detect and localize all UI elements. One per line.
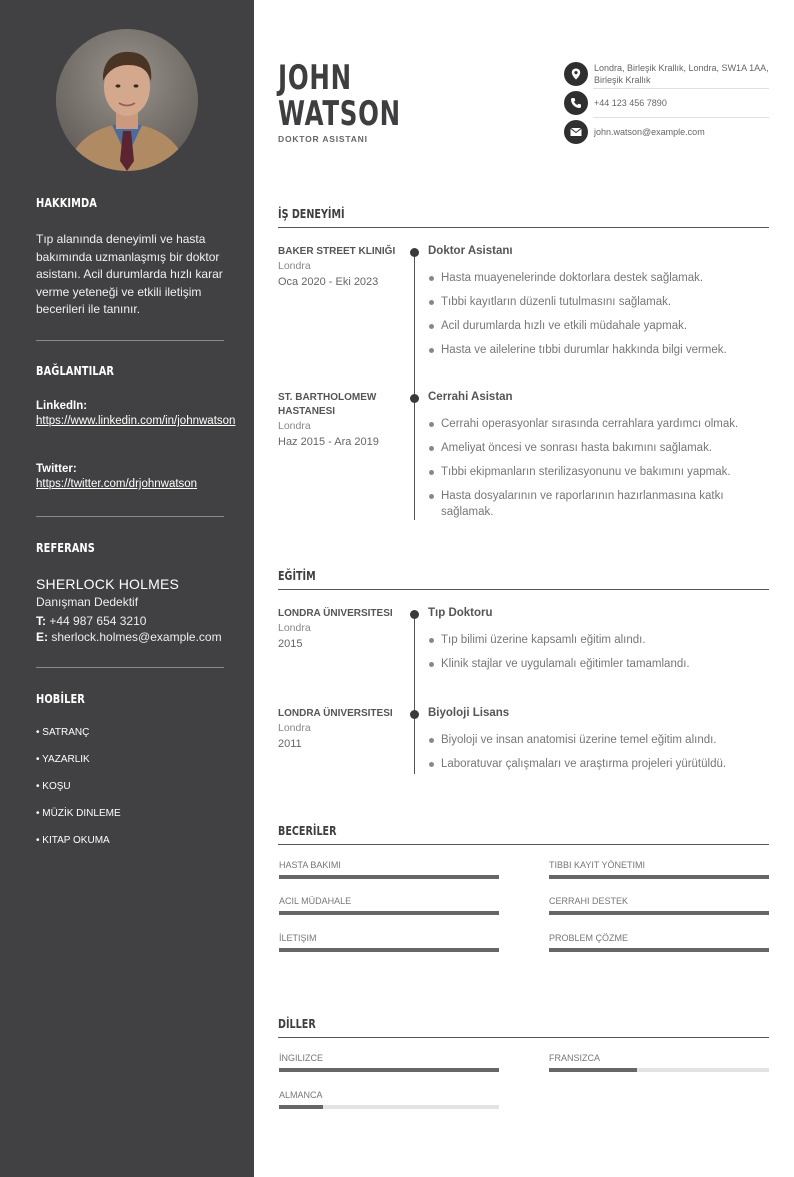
section-divider [278,589,769,590]
timeline-dot [410,394,419,403]
linkedin-label: LinkedIn: [36,400,88,412]
email-text: john.watson@example.com [594,127,705,137]
twitter-item [36,463,224,492]
links-heading: BAĞLANTILAR [36,364,115,378]
phone-text: +44 123 456 7890 [594,98,667,108]
hobby-item: • SATRANÇ [36,727,90,738]
location: Londra [278,420,311,432]
languages-heading: DİLLER [278,1017,316,1031]
sidebar-divider [36,667,224,668]
skill-item [279,933,499,943]
reference-phone-value: +44 987 654 3210 [49,614,147,628]
date-range: Oca 2020 - Eki 2023 [278,276,379,288]
skill-bar-fill [549,948,769,952]
responsibility-item: Hasta muayenelerinde doktorlara destek sağlamak. [428,270,758,286]
responsibility-item: Tıbbi kayıtların düzenli tutulmasını sağlamak. [428,294,758,310]
hobby-item: • KITAP OKUMA [36,835,110,846]
language-name: FRANSIZCA [549,1053,601,1063]
about-section [36,196,224,210]
skill-bar-fill [279,948,499,952]
reference-email-value: sherlock.holmes@example.com [51,630,222,644]
experience-entry-meta [278,391,398,450]
skill-bar-track [279,875,499,879]
hobbies-list [36,727,224,857]
responsibility-list [428,416,758,528]
section-divider [278,1037,769,1038]
hobbies-section [36,692,224,706]
skill-bar-track [279,948,499,952]
date-range: Haz 2015 - Ara 2019 [278,436,379,448]
education-entry-meta [278,607,398,652]
hobby-item: • YAZARLIK [36,754,90,765]
location: Londra [278,260,311,272]
skill-bar-fill [279,875,499,879]
language-bar-fill [279,1105,323,1109]
twitter-label: Twitter: [36,463,77,475]
responsibility-item: Hasta dosyalarının ve raporlarının hazırlanmasına katkı sağlamak. [428,488,758,520]
profile-photo [56,29,198,171]
skill-bar-track [549,911,769,915]
skill-item [549,860,769,870]
role-title: Doktor Asistanı [428,245,513,257]
language-item [279,1090,499,1100]
education-detail-item: Biyoloji ve insan anatomisi üzerine temel eğitim alındı. [428,732,758,748]
skill-item [549,933,769,943]
responsibility-item: Tıbbi ekipmanların sterilizasyonunu ve bakımını yapmak. [428,464,758,480]
skills-heading: BECERİLER [278,824,337,838]
responsibility-item: Cerrahi operasyonlar sırasında cerrahlara yardımcı olmak. [428,416,758,432]
skill-bar-track [549,875,769,879]
experience-heading: İŞ DENEYİMİ [278,207,345,221]
reference-section [36,541,224,555]
responsibility-item: Acil durumlarda hızlı ve etkili müdahale yapmak. [428,318,758,334]
language-name: ALMANCA [279,1090,323,1100]
reference-email-label: E: [36,630,48,644]
contact-divider [593,117,769,118]
responsibility-item: Ameliyat öncesi ve sonrası hasta bakımını sağlamak. [428,440,758,456]
skill-bar-fill [279,911,499,915]
language-bar-fill [549,1068,637,1072]
skill-bar-track [279,911,499,915]
phone-icon [564,91,588,115]
location-pin-icon [564,62,588,86]
section-divider [278,227,769,228]
skill-bar-fill [549,875,769,879]
skill-item [549,896,769,906]
language-bar-fill [279,1068,499,1072]
reference-phone-label: T: [36,614,46,628]
contact-email [564,120,769,144]
education-details-list [428,732,758,780]
skill-name: ACIL MÜDAHALE [279,896,352,906]
education-detail-item: Tıp bilimi üzerine kapsamlı eğitim alındı. [428,632,758,648]
contact-phone [564,91,769,115]
hobby-item: • KOŞU [36,781,71,792]
sidebar-divider [36,516,224,517]
about-heading: HAKKIMDA [36,196,98,210]
reference-heading: REFERANS [36,541,95,555]
about-text: Tıp alanında deneyimli ve hasta bakımında uzmanlaşmış bir doktor asistanı. Acil durumlarda hızlı karar verme yeteneği ve etkili iletişim becerileri ile tanınır. [36,232,223,316]
location: Londra [278,622,311,634]
hobbies-heading: HOBİLER [36,692,85,706]
address-text: Londra, Birleşik Krallık, Londra, SW1A 1AA, Birleşik Krallık [594,63,769,85]
reference-name: SHERLOCK HOLMES [36,576,180,592]
education-heading: EĞİTİM [278,569,316,583]
degree-title: Tıp Doktoru [428,607,493,619]
contact-divider [593,88,769,89]
skill-bar-track [549,948,769,952]
twitter-link[interactable]: https://twitter.com/drjohnwatson [36,478,198,490]
responsibility-item: Hasta ve ailelerine tıbbi durumlar hakkında bilgi vermek. [428,342,758,358]
graduation-year: 2011 [278,738,302,750]
institution: LONDRA ÜNIVERSITESI [278,608,393,619]
role-title: Cerrahi Asistan [428,391,513,403]
language-bar-track [279,1105,499,1109]
job-title: DOKTOR ASISTANI [278,134,368,144]
skill-name: CERRAHI DESTEK [549,896,629,906]
degree-title: Biyoloji Lisans [428,707,510,719]
experience-timeline [414,252,415,520]
sidebar-divider [36,340,224,341]
graduation-year: 2015 [278,638,303,650]
reference-phone [36,614,224,628]
education-detail-item: Laboratuvar çalışmaları ve araştırma projeleri yürütüldü. [428,756,758,772]
organization: BAKER STREET KLINIĞI [278,246,396,257]
timeline-dot [410,248,419,257]
about-text-wrap [36,231,224,319]
reference-details [36,576,224,644]
reference-email [36,630,224,644]
skill-item [279,860,499,870]
experience-entry-meta [278,245,398,290]
skill-item [279,896,499,906]
language-item [279,1053,499,1063]
hobby-item: • MÜZİK DINLEME [36,808,121,819]
last-name: WATSON [278,94,401,134]
envelope-icon [564,120,588,144]
skill-name: İLETIŞIM [279,933,317,943]
skill-name: TIBBI KAYIT YÖNETIMI [549,860,646,870]
timeline-dot [410,710,419,719]
education-entry-meta [278,707,398,752]
skill-name: HASTA BAKIMI [279,860,341,870]
education-details-list [428,632,758,680]
responsibility-list [428,270,758,366]
education-timeline [414,614,415,774]
timeline-dot [410,610,419,619]
language-bar-track [279,1068,499,1072]
first-name: JOHN [278,58,352,98]
language-item [549,1053,769,1063]
education-detail-item: Klinik stajlar ve uygulamalı eğitimler tamamlandı. [428,656,758,672]
contact-address [564,62,769,86]
reference-role: Danışman Dedektif [36,595,139,609]
links-section [36,364,224,378]
language-bar-track [549,1068,769,1072]
linkedin-item [36,400,236,429]
section-divider [278,844,769,845]
linkedin-link[interactable]: https://www.linkedin.com/in/johnwatson [36,415,236,427]
skill-name: PROBLEM ÇÖZME [549,933,629,943]
location: Londra [278,722,311,734]
language-name: İNGILIZCE [279,1053,324,1063]
institution: LONDRA ÜNIVERSITESI [278,708,393,719]
organization: ST. BARTHOLOMEW HASTANESI [278,392,377,417]
skill-bar-fill [549,911,769,915]
